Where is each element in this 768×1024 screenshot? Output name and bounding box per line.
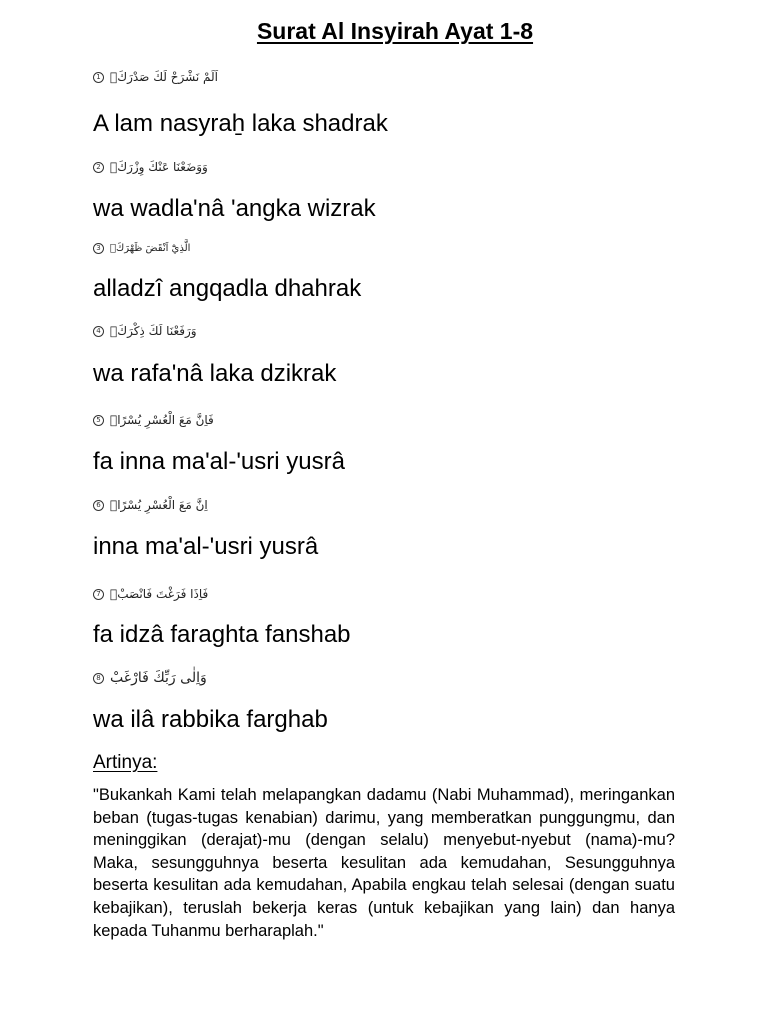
arabic-verse-5 — [93, 410, 214, 430]
arabic-text: وَوَضَعْنَا عَنْكَ وِزْرَكَۙ — [110, 160, 208, 174]
transliteration-verse-2: wa wadla'nâ 'angka wizrak — [93, 195, 376, 222]
translation-paragraph: "Bukankah Kami telah melapangkan dadamu (Nabi Muhammad), meringankan beban (tugas-tugas kenabian) darimu, yang memberatkan punggungmu, dan meninggikan (derajat)-mu (dengan selalu) menyebut-nyebut (nama)-mu? Maka, sesungguhnya beserta kesulitan ada kemudahan, Sesungguhnya beserta kesulitan ada kemudahan, Apabila engkau telah selesai (dengan suatu kebajikan), teruslah bekerja keras (untuk kebajikan yang lain) dan hanya kepada Tuhanmu berharaplah." — [93, 786, 675, 940]
ayah-number-marker: 2 — [93, 162, 104, 173]
arabic-verse-8 — [93, 668, 207, 688]
arabic-verse-3 — [93, 238, 190, 258]
arabic-text: اِنَّ مَعَ الْعُسْرِ يُسْرًاۗ — [110, 498, 208, 512]
arabic-text: وَاِلٰى رَبِّكَ فَارْغَبْ — [110, 670, 207, 686]
transliteration-verse-6: inna ma'al-'usri yusrâ — [93, 533, 319, 560]
arabic-verse-4 — [93, 321, 197, 341]
translation-heading: Artinya: — [93, 752, 158, 773]
arabic-text: اَلَمْ نَشْرَحْ لَكَ صَدْرَكَۙ — [110, 70, 218, 84]
transliteration-verse-7: fa idzâ faraghta fanshab — [93, 621, 351, 648]
arabic-text: الَّذِيْٓ اَنْقَضَ ظَهْرَكَۙ — [110, 242, 191, 254]
page-title: Surat Al Insyirah Ayat 1-8 — [256, 18, 534, 44]
arabic-verse-6 — [93, 495, 208, 515]
transliteration-verse-5: fa inna ma'al-'usri yusrâ — [93, 448, 345, 475]
transliteration-verse-4: wa rafa'nâ laka dzikrak — [93, 360, 337, 387]
ayah-number-marker: 1 — [93, 72, 104, 83]
arabic-verse-2 — [93, 157, 208, 177]
transliteration-verse-1: A lam nasyraẖ laka shadrak — [93, 110, 388, 137]
arabic-text: فَاِذَا فَرَغْتَ فَانْصَبْۙ — [110, 587, 209, 601]
ayah-number-marker: 7 — [93, 589, 104, 600]
ayah-number-marker: 5 — [93, 415, 104, 426]
arabic-text: وَرَفَعْنَا لَكَ ذِكْرَكَۗ — [110, 324, 197, 338]
transliteration-verse-8: wa ilâ rabbika farghab — [93, 706, 328, 733]
ayah-number-marker: 4 — [93, 326, 104, 337]
ayah-number-marker: 6 — [93, 500, 104, 511]
ayah-number-marker: 8 — [93, 673, 104, 684]
ayah-number-marker: 3 — [93, 243, 104, 254]
arabic-text: فَاِنَّ مَعَ الْعُسْرِ يُسْرًاۙ — [110, 413, 214, 427]
transliteration-verse-3: alladzî angqadla dhahrak — [93, 275, 362, 302]
arabic-verse-1 — [93, 67, 218, 87]
arabic-verse-7 — [93, 584, 208, 604]
